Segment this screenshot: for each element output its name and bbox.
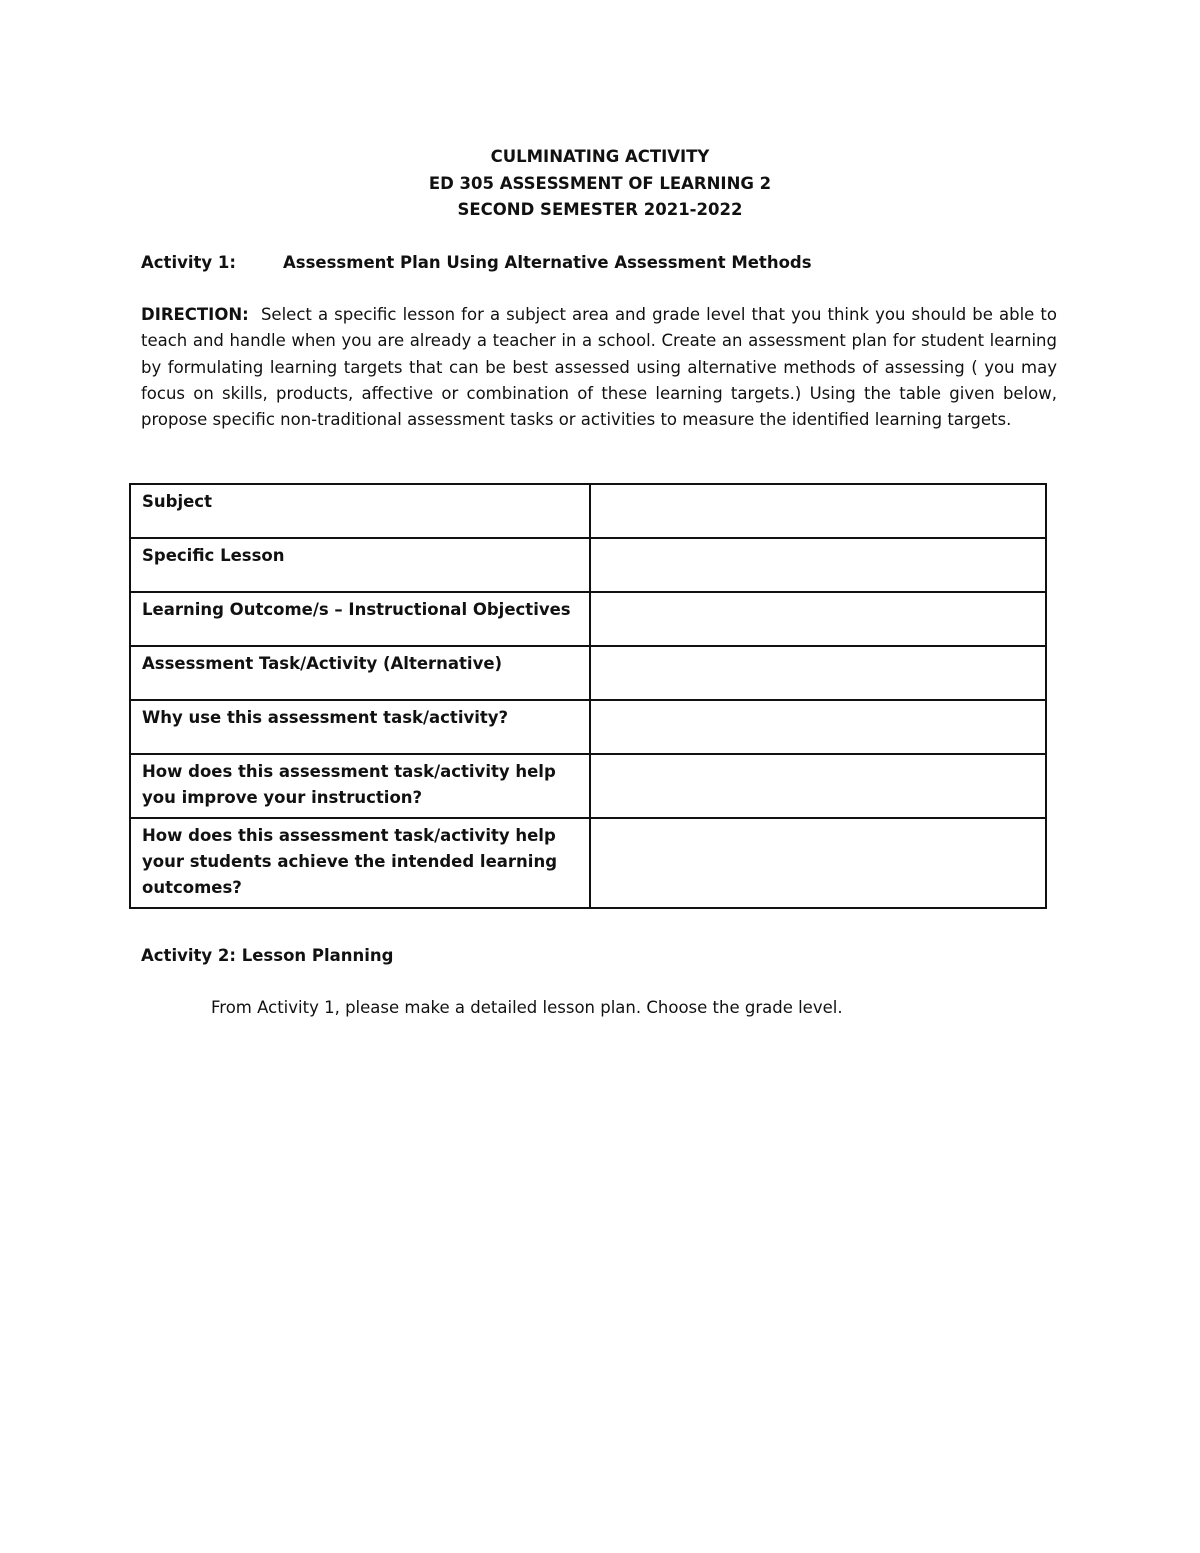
row-label-students-achieve: How does this assessment task/activity help your students achieve the intended learning outcomes? xyxy=(130,818,590,908)
header-semester: SECOND SEMESTER 2021-2022 xyxy=(457,200,743,219)
row-value-why-use xyxy=(590,700,1046,754)
row-label-learning-outcomes: Learning Outcome/s – Instructional Objectives xyxy=(130,592,590,646)
header-title: CULMINATING ACTIVITY xyxy=(490,147,710,166)
document-header xyxy=(0,144,1200,224)
table-row xyxy=(130,592,1046,646)
table-row xyxy=(130,538,1046,592)
direction-label: DIRECTION: xyxy=(141,305,249,324)
row-label-improve-instruction: How does this assessment task/activity help you improve your instruction? xyxy=(130,754,590,818)
row-value-subject xyxy=(590,484,1046,538)
row-label-assessment-task: Assessment Task/Activity (Alternative) xyxy=(130,646,590,700)
row-value-students-achieve xyxy=(590,818,1046,908)
row-value-improve-instruction xyxy=(590,754,1046,818)
table-row xyxy=(130,818,1046,908)
row-label-specific-lesson: Specific Lesson xyxy=(130,538,590,592)
header-course: ED 305 ASSESSMENT OF LEARNING 2 xyxy=(428,173,772,193)
row-value-learning-outcomes xyxy=(590,592,1046,646)
assessment-plan-table xyxy=(129,483,1047,909)
table-row xyxy=(130,754,1046,818)
activity1-title: Assessment Plan Using Alternative Assessment Methods xyxy=(283,253,812,272)
activity2-instruction: From Activity 1, please make a detailed lesson plan. Choose the grade level. xyxy=(211,998,843,1017)
direction-paragraph xyxy=(141,302,1057,433)
row-value-specific-lesson xyxy=(590,538,1046,592)
activity2-heading: Activity 2: Lesson Planning xyxy=(141,946,394,965)
table-row xyxy=(130,484,1046,538)
row-value-assessment-task xyxy=(590,646,1046,700)
row-label-subject: Subject xyxy=(130,484,590,538)
activity1-label: Activity 1: xyxy=(141,253,236,272)
direction-text: Select a specific lesson for a subject area and grade level that you think you should be able to teach and handle when you are already a teacher in a school. Create an assessment plan for student learning by formulating learning targets that can be best assessed using alternative methods of assessing ( you may focus on skills, products, affective or combination of these learning targets.) Using the table given below, propose specific non-traditional assessment tasks or activities to measure the identified learning targets. xyxy=(141,305,1057,430)
table-row xyxy=(130,646,1046,700)
activity1-heading xyxy=(141,250,812,276)
row-label-why-use: Why use this assessment task/activity? xyxy=(130,700,590,754)
table-row xyxy=(130,700,1046,754)
